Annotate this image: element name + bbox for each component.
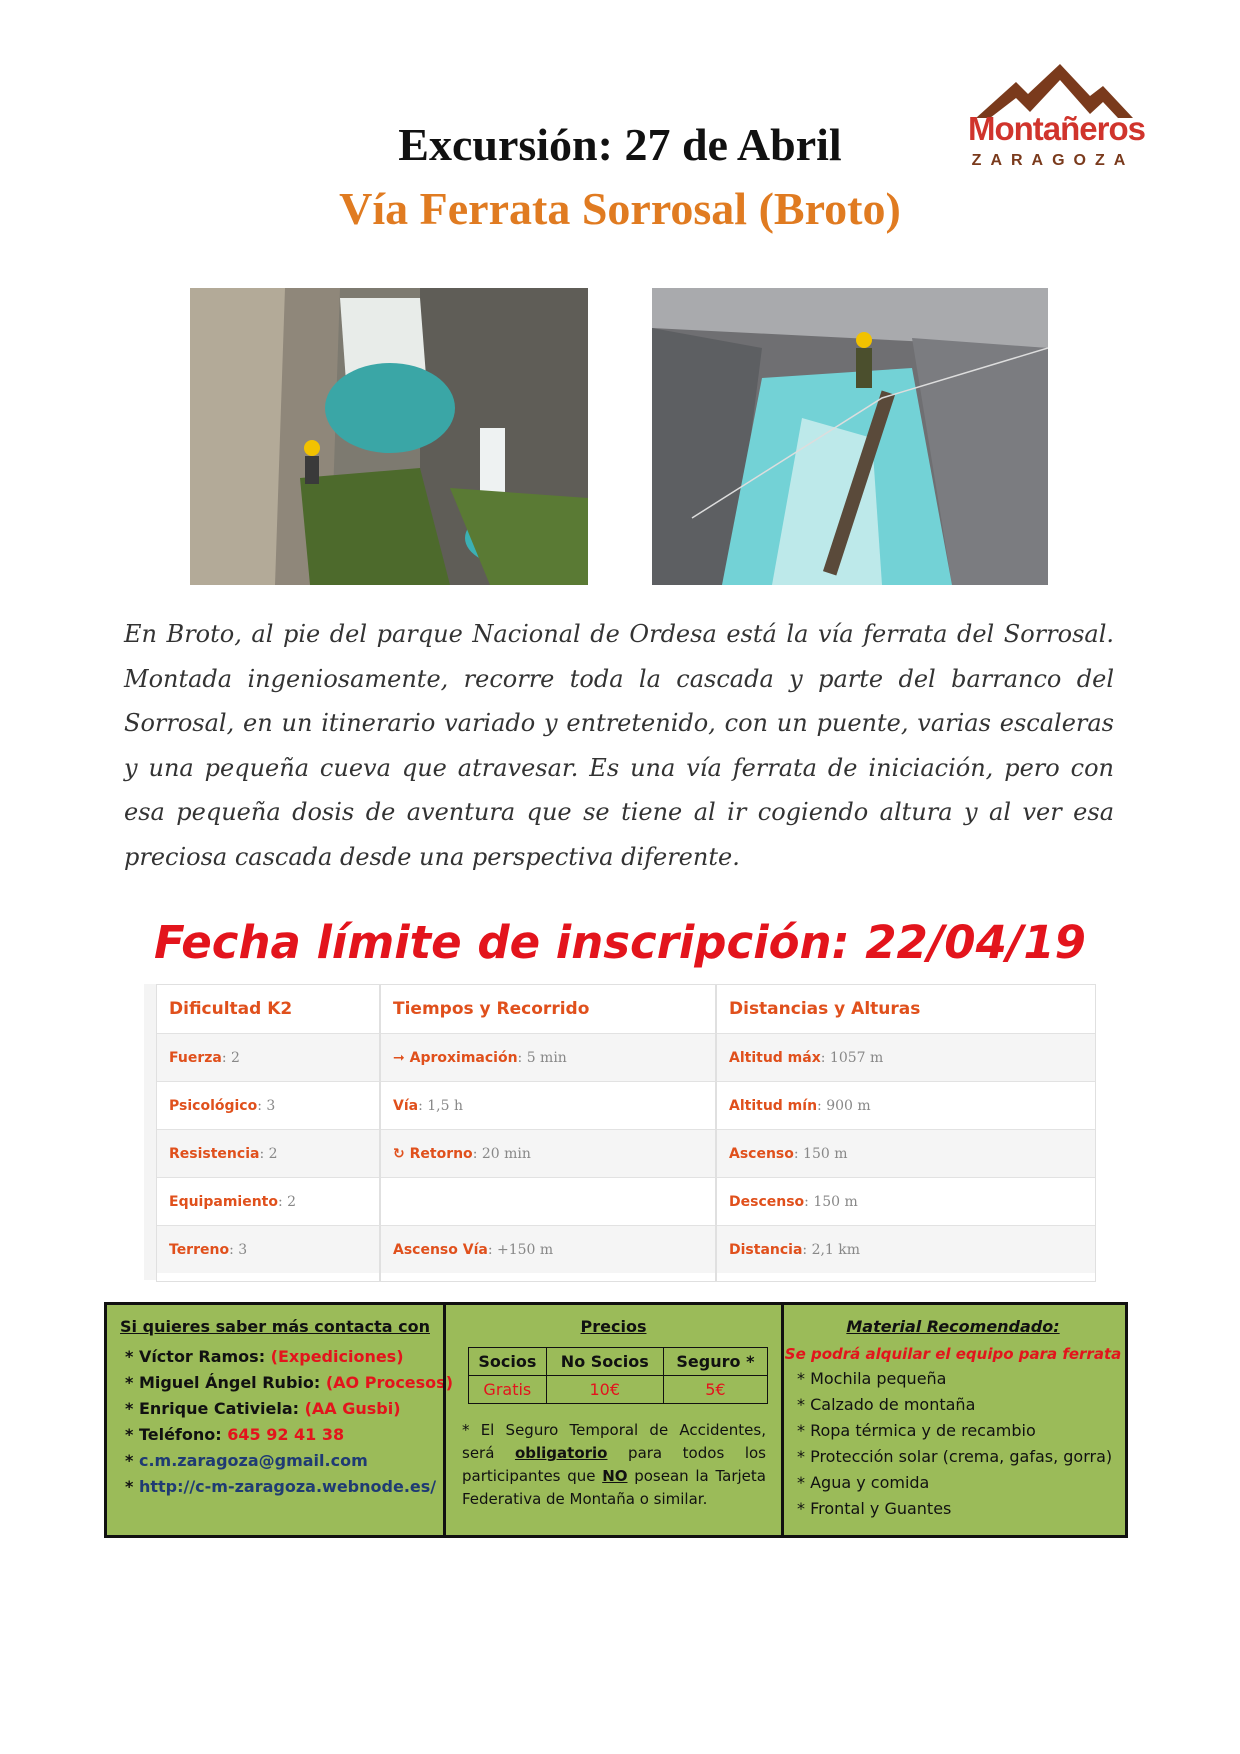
row-value: : 2 bbox=[221, 1050, 240, 1066]
times-table bbox=[380, 984, 716, 1282]
row-label: Fuerza bbox=[169, 1050, 222, 1066]
table-row bbox=[157, 1177, 379, 1225]
table-row bbox=[381, 1177, 715, 1225]
description-text: En Broto, al pie del parque Nacional de Ordesa está la vía ferrata del Sorrosal. Montada ingeniosamente, recorre toda la cascada y parte del barranco del Sorrosal, en un itinerario variado y entretenido, con un puente, varias escaleras y una pequeña cueva que atravesar. Es una vía ferrata de iniciación, pero con esa pequeña dosis de aventura que se tiene al ir cogiendo altura y al ver esa preciosa cascada desde una perspectiva diferente. bbox=[124, 620, 1114, 871]
table-row bbox=[381, 1129, 715, 1177]
price-value: Gratis bbox=[469, 1376, 547, 1404]
contact-person: * Víctor Ramos: (Expediciones) bbox=[125, 1347, 404, 1366]
prices-heading: Precios bbox=[580, 1317, 647, 1336]
price-header: No Socios bbox=[546, 1348, 663, 1376]
row-value: : 3 bbox=[257, 1098, 276, 1114]
contact-phone: * Teléfono: 645 92 41 38 bbox=[125, 1425, 345, 1444]
route-info-tables bbox=[144, 984, 1096, 1280]
material-item: * Frontal y Guantes bbox=[797, 1499, 952, 1518]
price-value: 5€ bbox=[663, 1376, 767, 1404]
price-table bbox=[468, 1347, 768, 1404]
row-value: : 900 m bbox=[817, 1098, 871, 1114]
difficulty-table bbox=[156, 984, 380, 1282]
club-logo bbox=[968, 60, 1146, 178]
material-item: * Calzado de montaña bbox=[797, 1395, 976, 1414]
price-header: Socios bbox=[469, 1348, 547, 1376]
price-header: Seguro * bbox=[663, 1348, 767, 1376]
contact-heading: Si quieres saber más contacta con bbox=[120, 1317, 430, 1336]
contact-box bbox=[107, 1305, 454, 1535]
table-header: Tiempos y Recorrido bbox=[381, 985, 715, 1033]
table-row bbox=[381, 1033, 715, 1081]
logo-city: ZARAGOZA bbox=[971, 152, 1135, 169]
row-label: ↻ Retorno bbox=[393, 1146, 473, 1162]
row-label: Resistencia bbox=[169, 1146, 260, 1162]
material-item: * Protección solar (crema, gafas, gorra) bbox=[797, 1447, 1113, 1466]
table-header: Distancias y Alturas bbox=[717, 985, 1095, 1033]
page-subtitle: Vía Ferrata Sorrosal (Broto) bbox=[339, 183, 901, 234]
logo-brand: Montañeros bbox=[968, 110, 1146, 147]
row-value: : 2 bbox=[277, 1194, 297, 1210]
info-boxes bbox=[104, 1302, 1128, 1538]
distances-table bbox=[716, 984, 1096, 1282]
row-value: : 20 min bbox=[472, 1146, 531, 1162]
row-value: : 5 min bbox=[517, 1050, 567, 1066]
bridge-photo bbox=[652, 288, 1048, 585]
contact-person: * Miguel Ángel Rubio: (AO Procesos) bbox=[125, 1373, 454, 1392]
table-row bbox=[717, 1129, 1095, 1177]
page-title: Excursión: 27 de Abril bbox=[398, 119, 842, 170]
contact-person: * Enrique Cativiela: (AA Gusbi) bbox=[125, 1399, 401, 1418]
material-item: * Mochila pequeña bbox=[797, 1369, 947, 1388]
prices-box bbox=[443, 1305, 784, 1535]
row-value: : 150 m bbox=[793, 1146, 848, 1162]
row-value: : 2 bbox=[259, 1146, 278, 1162]
insurance-note: * El Seguro Temporal de Accidentes, será obligatorio para todos los participantes que NO posean la Tarjeta Federativa de Montaña o similar. bbox=[462, 1421, 766, 1508]
table-header: Dificultad K2 bbox=[157, 985, 379, 1033]
rent-note: Se podrá alquilar el equipo para ferrata bbox=[784, 1345, 1122, 1363]
table-row bbox=[381, 1225, 715, 1273]
row-value: : 2,1 km bbox=[802, 1242, 861, 1258]
table-row bbox=[381, 1081, 715, 1129]
row-value: : 1057 m bbox=[820, 1050, 884, 1066]
table-row bbox=[717, 1081, 1095, 1129]
material-heading: Material Recomendado: bbox=[846, 1317, 1060, 1336]
row-value: : 150 m bbox=[804, 1194, 858, 1210]
material-box bbox=[781, 1305, 1125, 1535]
row-label: Altitud mín bbox=[729, 1098, 818, 1114]
row-label: Vía bbox=[393, 1098, 419, 1114]
row-label: Equipamiento bbox=[169, 1194, 278, 1210]
table-row bbox=[157, 1033, 379, 1081]
material-item: * Agua y comida bbox=[797, 1473, 930, 1492]
row-value: : 1,5 h bbox=[418, 1098, 463, 1114]
table-row bbox=[717, 1177, 1095, 1225]
row-value: : +150 m bbox=[487, 1242, 554, 1258]
row-label: Terreno bbox=[169, 1242, 230, 1258]
price-value: 10€ bbox=[546, 1376, 663, 1404]
registration-deadline: Fecha límite de inscripción: 22/04/19 bbox=[154, 916, 1086, 969]
table-row bbox=[717, 1225, 1095, 1273]
row-label: Altitud máx bbox=[729, 1050, 821, 1066]
material-item: * Ropa térmica y de recambio bbox=[797, 1421, 1036, 1440]
table-row bbox=[717, 1033, 1095, 1081]
row-value: : 3 bbox=[229, 1242, 248, 1258]
row-label: Ascenso bbox=[729, 1146, 794, 1162]
row-label: ➞ Aproximación bbox=[393, 1050, 518, 1066]
table-row bbox=[157, 1081, 379, 1129]
row-label: Descenso bbox=[729, 1194, 805, 1210]
contact-website[interactable]: * http://c-m-zaragoza.webnode.es/ bbox=[125, 1477, 437, 1496]
waterfall-photo bbox=[190, 288, 588, 585]
table-row bbox=[157, 1225, 379, 1273]
row-label: Distancia bbox=[729, 1242, 803, 1258]
table-row bbox=[157, 1129, 379, 1177]
contact-email[interactable]: * c.m.zaragoza@gmail.com bbox=[125, 1451, 368, 1470]
row-label: Psicológico bbox=[169, 1098, 258, 1114]
row-label: Ascenso Vía bbox=[393, 1242, 488, 1258]
